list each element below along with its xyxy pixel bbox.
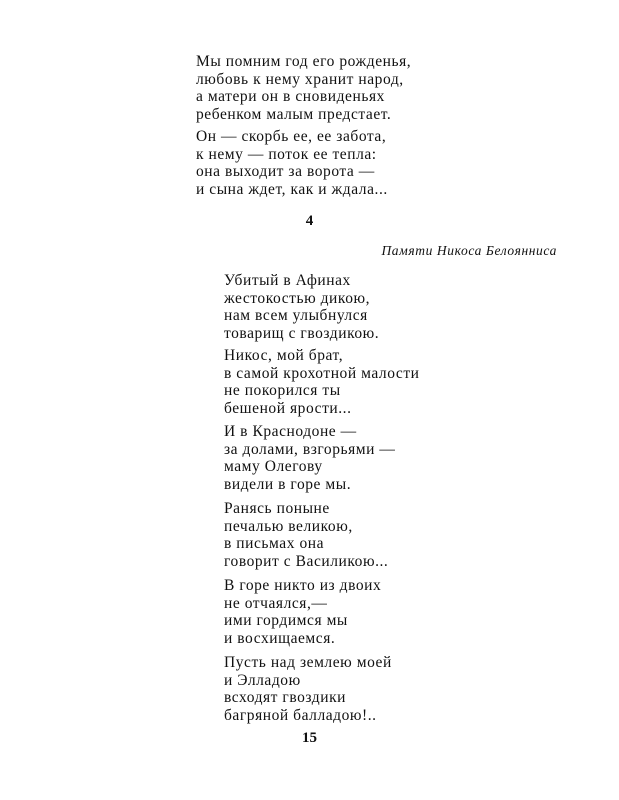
poem-line: печалью великою, bbox=[224, 517, 353, 535]
poem-line: любовь к нему хранит народ, bbox=[196, 70, 404, 88]
dedication: Памяти Никоса Белоянниса bbox=[381, 243, 557, 258]
stanza bbox=[224, 272, 379, 342]
poem-line: и сына ждет, как и ждала... bbox=[196, 180, 388, 198]
poem-line: В горе никто из двоих bbox=[224, 577, 382, 594]
poem-line: не отчаялся,— bbox=[224, 594, 328, 612]
poem-line: Пусть над землею моей bbox=[224, 654, 392, 671]
stanza bbox=[196, 53, 411, 123]
poem-line: ими гордимся мы bbox=[224, 612, 348, 629]
poem-line: говорит с Василикою... bbox=[224, 552, 389, 570]
poem-line: а матери он в сновиденьях bbox=[196, 88, 385, 105]
poem-line: в письмах она bbox=[224, 535, 325, 552]
stanza bbox=[224, 500, 388, 570]
poem-line: и восхищаемся. bbox=[224, 629, 336, 647]
poem-line: она выходит за ворота — bbox=[196, 163, 375, 180]
stanza bbox=[224, 654, 392, 724]
poem-line: за долами, взгорьями — bbox=[224, 440, 396, 458]
page-number: 15 bbox=[302, 730, 317, 746]
poem-line: жестокостью дикою, bbox=[224, 289, 371, 307]
poem-line: всходят гвоздики bbox=[224, 689, 346, 706]
section-number: 4 bbox=[305, 213, 314, 229]
poem-line: Он — скорбь ее, ее забота, bbox=[196, 128, 387, 145]
poem-line: не покорился ты bbox=[224, 382, 341, 399]
poem-line: в самой крохотной малости bbox=[224, 364, 420, 382]
poem-line: к нему — поток ее тепла: bbox=[196, 145, 377, 163]
poem-line: Никос, мой брат, bbox=[224, 347, 344, 364]
poem-line: видели в горе мы. bbox=[224, 475, 352, 493]
poem-line: бешеной ярости... bbox=[224, 399, 352, 417]
poem-line: товарищ с гвоздикою. bbox=[224, 324, 380, 342]
poem-line: Ранясь поныне bbox=[224, 500, 330, 517]
poem-line: Мы помним год его рожденья, bbox=[196, 53, 412, 70]
stanza bbox=[196, 128, 388, 198]
poem-line: и Элладою bbox=[224, 671, 301, 689]
poem-line: И в Краснодоне — bbox=[224, 423, 357, 440]
stanza bbox=[224, 423, 395, 493]
poem-line: ребенком малым предстает. bbox=[196, 105, 392, 123]
poem-line: Убитый в Афинах bbox=[224, 272, 351, 289]
poem-line: багряной балладою!.. bbox=[224, 706, 377, 724]
poem-line: нам всем улыбнулся bbox=[224, 307, 368, 324]
stanza bbox=[224, 577, 381, 647]
stanza bbox=[224, 347, 420, 417]
poem-line: маму Олегову bbox=[224, 458, 323, 475]
